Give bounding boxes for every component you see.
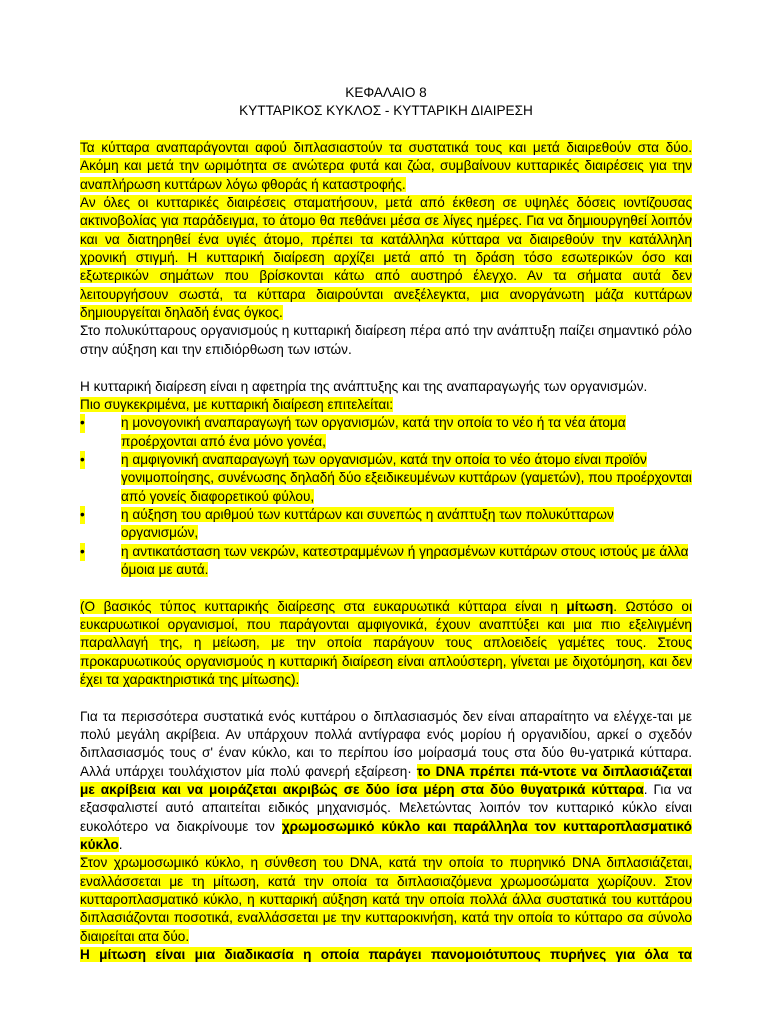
- highlighted-text: . Ωστόσο οι ευκαρυωτικοί οργανισμοί, που παράγονται αμφιγονικά, έχουν αναπτύξει και μια πιο εξελιγμένη παραλλαγή της, η μείωση, με την οποία παράγουν τους απλοειδείς γαμέτες τους. Στους προκαρυωτικούς οργανισμούς η κυτταρική διαίρεση είναι απλούστερη, γίνεται με διχοτόμηση, και δεν έχει τα χαρακτηριστικά της μίτωσης).: [80, 598, 693, 687]
- paragraph-intro: [80, 139, 692, 194]
- chapter-heading: ΚΕΦΑΛΑΙΟ 8: [345, 85, 427, 100]
- paragraph-mitosis-definition: [80, 946, 692, 964]
- list-item: [80, 451, 692, 506]
- highlighted-text: Πιο συγκεκριμένα, με κυτταρική διαίρεση επιτελείται:: [80, 396, 394, 412]
- list-item: [80, 506, 692, 543]
- bold-term: μίτωση: [566, 598, 614, 614]
- list-item-text: η αντικατάσταση των νεκρών, κατεστραμμένων ή γηρασμένων κυττάρων στους ιστούς με άλλα όμοια με αυτά.: [121, 543, 689, 577]
- bullet-icon: •: [80, 451, 85, 469]
- list-item-text: η αμφιγονική αναπαραγωγή των οργανισμών, κατά την οποία το νέο άτομο είναι προϊόν γονιμοποίησης, συνένωσης δηλαδή δύο εξειδικευμένων κυττάρων (γαμετών), που προέρχονται από γονείς διαφορετικού φύλου,: [121, 451, 692, 504]
- paragraph-mitosis: [80, 598, 692, 690]
- list-item: [80, 414, 692, 451]
- highlighted-text: Αν όλες οι κυτταρικές διαιρέσεις σταματήσουν, μετά από έκθεση σε υψηλές δόσεις ιοντίζουσας ακτινοβολίας για παράδειγμα, το άτομο θα πεθάνει μέσα σε λίγες ημέρες. Για να δημιουργηθεί λοιπόν και να διατηρηθεί ένα υγιές άτομο, πρέπει τα κατάλληλα κύτταρα να διαιρεθούν την κατάλληλη χρονική στιγμή. Η κυτταρική διαίρεση αρχίζει μετά από τη δράση τόσο εσωτερικών όσο και εξωτερικών σημάτων που βρίσκονται κάτω από αυστηρό έλεγχο. Αν τα σήματα αυτά δεν λειτουργήσουν σωστά, τα κύτταρα διαιρούνται ανεξέλεγκτα, μια ανοργάνωτη μάζα κυττάρων δημιουργείται δηλαδή ένας όγκος.: [80, 195, 692, 321]
- bold-term: χρωμοσωμικό κύκλο και παράλληλα τον κυτταροπλασματικό κύκλο: [80, 818, 692, 853]
- list-item-text: η αύξηση του αριθμού των κυττάρων και συνεπώς η ανάπτυξη των πολυκύτταρων οργανισμών,: [121, 506, 614, 541]
- paragraph-chromosomal-cycle: [80, 854, 692, 946]
- bullet-icon: •: [80, 543, 85, 561]
- bold-term: το DNA πρέπει πά-ντοτε να διπλασιάζεται με ακρίβεια και να μοιράζεται ακριβώς σε δύο ίσα μέρη στα δύο θυγατρικά κύτταρα: [80, 763, 692, 798]
- paragraph-dna-duplication: [80, 708, 692, 855]
- chapter-title: ΚΥΤΤΑΡΙΚΟΣ ΚΥΚΛΟΣ - ΚΥΤΤΑΡΙΚΗ ΔΙΑΙΡΕΣΗ: [239, 103, 533, 119]
- highlighted-text: (Ο βασικός τύπος κυτταρικής διαίρεσης στα ευκαρυωτικά κύτταρα είναι η: [80, 598, 567, 614]
- highlighted-text: Τα κύτταρα αναπαράγονται αφού διπλασιαστούν τα συστατικά τους και μετά διαιρεθούν στα δύο. Ακόμη και μετά την ωριμότητα σε ανώτερα φυτά και ζώα, συμβαίνουν κυτταρικές διαιρέσεις για την αναπλήρωση κυττάρων λόγω φθοράς ή καταστροφής.: [80, 140, 692, 192]
- body-text: . Για να εξασφαλιστεί αυτό απαιτείται ειδικός μηχανισμός. Μελετώντας λοιπόν τον κυτταρικό κύκλο είναι ευκολότερο να διακρίνουμε τον: [80, 782, 692, 834]
- body-text: .: [118, 837, 123, 853]
- highlighted-text: Στον χρωμοσωμικό κύκλο, η σύνθεση του DNA, κατά την οποία το πυρηνικό DNA διπλασιάζεται, εναλλάσσεται με τη μίτωση, κατά την οποία τα διπλασιαζόμενα χρωμοσώματα χωρίζουν. Στον κυτταροπλασματικό κύκλο, η κυτταρική αύξηση κατά την οποία πολλά άλλα συστατικά του κυττάρου διπλασιάζονται ποσοτικά, εναλλάσσεται με την κυτταροκινήση, κατά την οποία το κύτταρο σα σύνολο διαιρείται ατα δύο.: [80, 855, 692, 944]
- paragraph-division-stop: [80, 194, 692, 322]
- list-item-text: η μονογονική αναπαραγωγή των οργανισμών, κατά την οποία το νέο ή τα νέα άτομα προέρχονται από ένα μόνο γονέα,: [121, 415, 626, 449]
- body-text: Για τα περισσότερα συστατικά ενός κυττάρου ο διπλασιασμός δεν είναι απαραίτητο να ελέγχε-ται με πολύ μεγάλη ακρίβεια. Αν υπάρχουν πολλά αντίγραφα ενός μορίου ή οργανιδίου, αρκεί ο σχεδόν διπλασιασμός τους σ' έναν κύκλο, και το περίπου ίσο μοίρασμά τους στα δύο θυ-γατρικά κύτταρα. Αλλά υπάρχει τουλάχιστον μία πολύ φανερή εξαίρεση·: [80, 708, 692, 779]
- bold-term: Η μίτωση είναι μια διαδικασία η οποία παράγει πανομοιότυπους πυρήνες για όλα τα: [80, 947, 692, 963]
- paragraph-multicellular: Στο πολυκύτταρους οργανισμούς η κυτταρική διαίρεση πέρα από την ανάπτυξη παίζει σημαντικό ρόλο στην αύξηση και την επιδιόρθωση των ιστών.: [80, 323, 692, 357]
- bullet-icon: •: [80, 506, 85, 524]
- list-item: [80, 543, 692, 580]
- paragraph-list-intro: [80, 396, 692, 414]
- paragraph-starting-point: Η κυτταρική διαίρεση είναι η αφετηρία της ανάπτυξης και της αναπαραγωγής των οργανισμών.: [80, 378, 648, 394]
- document-page: [80, 84, 692, 965]
- bullet-icon: •: [80, 414, 85, 432]
